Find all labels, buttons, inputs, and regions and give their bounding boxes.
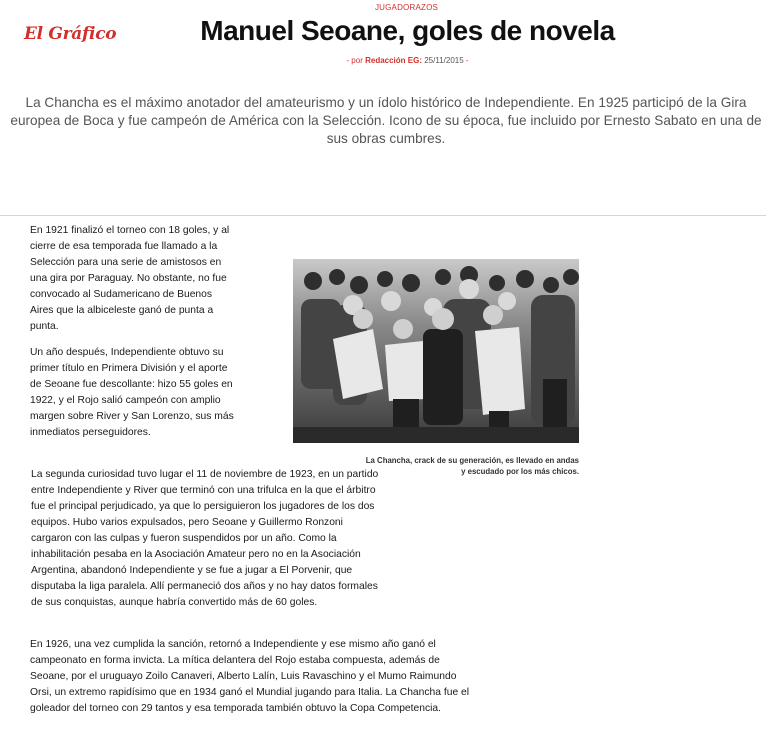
article-paragraph-1: En 1921 finalizó el torneo con 18 goles, y al cierre de esa temporada fue llamado a la Selección para una serie de amistosos en una gira por Paraguay. No obstante, no fue convocado al Sudamericano de Buenos Aires que la albiceleste ganó de punta a punta. (30, 225, 230, 332)
article-title: Manuel Seoane, goles de novela (200, 15, 615, 46)
photo-caption: La Chancha, crack de su generación, es llevado en andas y escudado por los más chicos. (365, 456, 579, 476)
byline (0, 56, 772, 65)
article-paragraph-4: En 1926, una vez cumplida la sanción, retornó a Independiente y ese mismo año ganó el campeonato en forma invicta. La mítica delantera del Rojo estaba compuesta, además de Seoane, por el uruguayo Zoilo Canaveri, Alberto Lalín, Luis Ravaschino y el Mumo Raimundo Orsi, un extremo rapidísimo que en 1934 ganó el Mundial jugando para Italia. La Chancha fue el goleador del torneo con 29 tantos y esa temporada también obtuvo la Copa Competencia. (30, 639, 470, 714)
byline-prefix: - por (346, 56, 363, 65)
el-grafico-logo[interactable]: El Gráfico (24, 24, 117, 44)
byline-suffix: - (465, 56, 469, 65)
header-divider (0, 215, 766, 216)
byline-author[interactable]: Redacción EG: (365, 56, 422, 65)
article-photo (293, 259, 579, 443)
article-paragraph-3: La segunda curiosidad tuvo lugar el 11 de noviembre de 1923, en un partido entre Independiente y River que terminó con una trifulca en la que el árbitro fue el principal perjudicado, ya que lo persiguieron los jugadores de los dos equipos. Hubo varios expulsados, pero Seoane y Guillermo Ronzoni cargaron con las culpas y fueron suspendidos por un año. Como la inhabilitación pesaba en la Asociación Amateur pero no en la Asociación Argentina, abandonó Independiente y se fue a jugar a El Porvenir, que disputaba la liga paralela. Allí permaneció dos años y no hay datos formales de sus conquistas, aunque habría convertido más de 60 goles. (31, 469, 379, 608)
article-lead: La Chancha es el máximo anotador del amateurismo y un ídolo histórico de Independiente. En 1925 participó de la Gira europea de Boca y fue campeón de América con la Selección. Icono de su época, fue incluido por Ernesto Sabato en una de sus obras cumbres. (10, 95, 762, 146)
section-tag[interactable]: JUGADORAZOS (374, 3, 439, 12)
crowd-photo-illustration (293, 259, 579, 443)
byline-date: 25/11/2015 (424, 56, 464, 65)
article-paragraph-2: Un año después, Independiente obtuvo su primer título en Primera División y el aporte de Seoane fue descollante: hizo 55 goles en 1922, y el Rojo salió campeón con amplio margen sobre River y San Lorenzo, sus más inmediatos perseguidores. (30, 347, 234, 438)
